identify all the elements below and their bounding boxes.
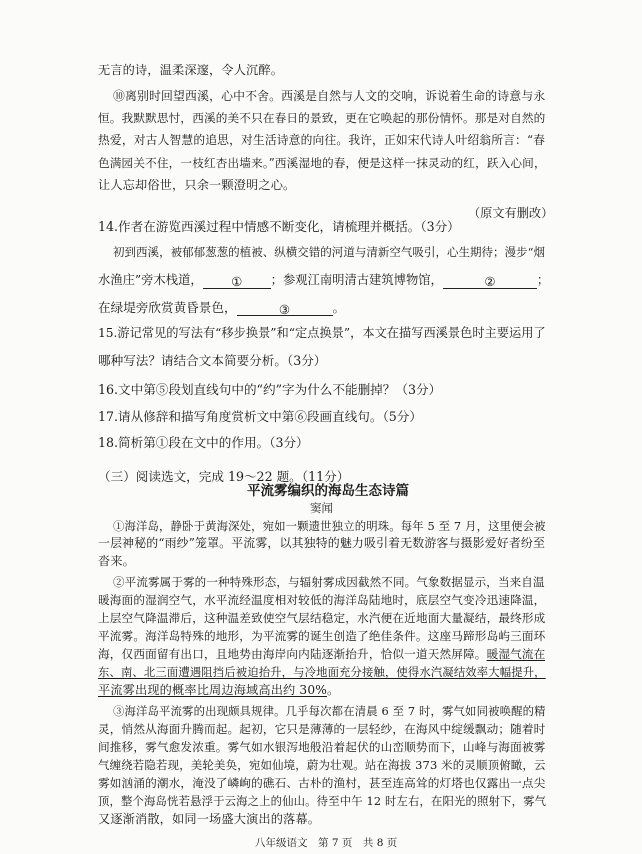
underlined-sentence: 暖湿气流在 [486,647,546,661]
question-14: 14.作者在游览西溪过程中情感不断变化，请梳理并概括。（3分） [98,219,460,234]
section-heading: （三）阅读选文，完成 19～22 题。（11分） [98,469,350,484]
question-15: 15.游记常见的写法有“移步换景”和“定点换景”，本文在描写西溪景色时主要运用了 [98,326,546,340]
q14-answer-line-1: 初到西溪，被郁郁葱葱的植被、纵横交错的河道与清新空气吸引，心生期待；漫步“烟 [113,245,545,259]
q14-text: ； [536,273,550,287]
passage-line: 无言的诗，温柔深邃，令人沉醉。 [98,63,284,77]
q14-text: 水渔庄”旁木栈道， [98,273,203,287]
page-footer: 八年级语文 第 7 页 共 8 页 [255,837,398,849]
q14-text: ；参观江南明清古建筑博物馆， [270,273,443,287]
answer-blank-1[interactable]: ① [203,274,271,289]
paragraph-2-line: 暖海面的湿润空气，水平流经温度相对较低的海洋岛陆地时，底层空气变冷迅速降温， [98,593,546,607]
question-18: 18.简析第①段在文中的作用。（3分） [98,435,309,450]
paragraph-10-line: 恒。我默默思忖，西溪的美不只在春日的景致，更在它唤起的那份情怀。那是对自然的 [98,111,546,125]
question-16: 16.文中第⑤段划直线句中的“约”字为什么不能删掉？（3分） [98,382,442,397]
paragraph-2-line: 上层空气降温滞后，这种温差致使空气层结稳定，水汽便在近地面大量凝结，最终形成 [98,611,546,625]
paragraph-3-line: 雾如汹涌的潮水，淹没了嶙峋的礁石、古朴的渔村，甚至连高耸的灯塔也仅露出一点尖 [98,776,546,790]
paragraph-3-line: 间推移，雾气愈发浓重。雾气如水银泻地般沿着起伏的山峦顺势而下，山峰与海面被雾 [98,740,546,754]
underlined-sentence: 平流雾出现的概率比周边海域高出约 30% [98,683,327,697]
source-note: （原文有删改） [468,206,554,220]
article-title: 平流雾编织的海岛生态诗篇 [247,483,409,499]
paragraph-3-line: 顶，整个海岛恍若悬浮于云海之上的仙山。待至中午 12 时左右，在阳光的照射下，雾气 [98,794,547,808]
question-17: 17.请从修辞和描写角度赏析文中第⑥段画直线句。（5分） [98,409,422,424]
paragraph-10-line: 热爱，对古人智慧的追思，对生活诗意的向往。我许，正如宋代诗人叶绍翁所言：“春 [98,133,546,147]
article-author: 窦闻 [310,501,333,515]
paragraph-2-text: 。 [326,683,340,697]
answer-blank-3[interactable]: ③ [237,301,333,316]
paragraph-10-line: ⑩离别时回望西溪，心中不舍。西溪是自然与人文的交响，诉说着生命的诗意与永 [113,89,546,103]
paragraph-3-line: 又逐渐消散，如同一场盛大演出的落幕。 [98,812,321,826]
answer-blank-2[interactable]: ② [443,274,537,289]
paragraph-1-line: 一层神秘的“雨纱”笼罩。平流雾，以其独特的魅力吸引着无数游客与摄影爱好者纷至 [98,536,546,550]
q14-answer-line-2 [98,272,549,289]
paragraph-2-text: 海，仅西面留有出口，且地势由海岸向内陆逐渐抬升，恰似一道天然屏障。 [98,647,487,661]
q14-answer-line-3 [98,299,345,316]
paragraph-3-line: 气缠绕若隐若现，美轮美奂，宛如仙境，蔚为壮观。站在海拔 373 米的灵顺顶俯瞰，云 [98,758,546,772]
q14-text: 。 [332,300,346,315]
paragraph-2-line [98,682,339,699]
paragraph-3-line: ③海洋岛平流雾的出现颇具规律。几乎每次都在清晨 6 至 7 时，雾气如同被唤醒的精 [113,704,546,718]
q14-text: 在绿堤旁欣赏黄昏景色， [98,300,237,315]
paragraph-3-line: 灵，悄然从海面升腾而起。起初，它只是薄薄的一层轻纱，在海风中绽缓飘动；随着时 [98,722,546,736]
paragraph-1-line: ①海洋岛，静卧于黄海深处，宛如一颗遗世独立的明珠。每年 5 至 7 月，这里便会被 [113,519,546,533]
question-15-continued: 哪种写法？请结合文本简要分析。（3分） [98,353,327,368]
paragraph-2-line: ②平流雾属于雾的一种特殊形态，与辐射雾成因截然不同。气象数据显示，当来自温 [113,575,545,589]
paragraph-2-line [98,646,545,663]
paragraph-10-line: 让人忘却俗世，只余一颗澄明之心。 [98,178,296,192]
paragraph-2-line: 平流雾。海洋岛特殊的地形，为平流雾的诞生创造了绝佳条件。这座马蹄形岛屿三面环 [98,629,546,643]
paragraph-1-line: 沓来。 [98,554,136,568]
paragraph-10-line: 色满园关不住，一枝红杏出墙来。”西溪湿地的春，便是这样一抹灵动的红，跃入心间， [98,156,546,170]
underlined-sentence: 东、南、北三面遭遇阻挡后被迫抬升，与冷地面充分接触，使得水汽凝结效率大幅提升， [98,665,546,679]
